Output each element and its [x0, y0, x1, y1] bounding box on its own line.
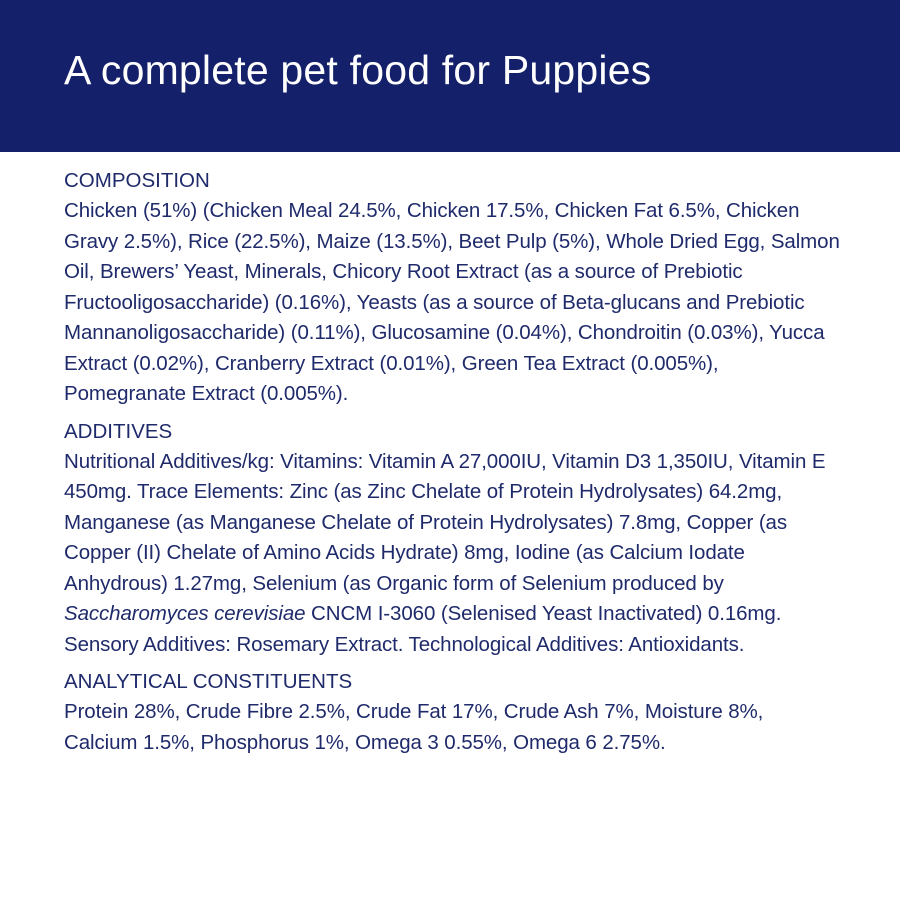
- analytical-section: [64, 667, 840, 758]
- analytical-heading: ANALYTICAL CONSTITUENTS: [64, 670, 353, 693]
- composition-text: Chicken (51%) (Chicken Meal 24.5%, Chicken 17.5%, Chicken Fat 6.5%, Chicken Gravy 2.5%), Rice (22.5%), Maize (13.5%), Beet Pulp (5%), Whole Dried Egg, Salmon Oil, Brewers’ Yeast, Minerals, Chicory Root Extract (as a source of Prebiotic Fructooligosaccharide) (0.16%), Yeasts (as a source of Beta-glucans and Prebiotic Mannanoligosaccharide) (0.11%), Glucosamine (0.04%), Chondroitin (0.03%), Yucca Extract (0.02%), Cranberry Extract (0.01%), Green Tea Extract (0.005%), Pomegranate Extract (0.005%).: [64, 199, 840, 405]
- additives-species-italic: Saccharomyces cerevisiae: [64, 602, 306, 625]
- header-banner: [0, 0, 900, 152]
- composition-section: [64, 166, 840, 410]
- additives-text: [64, 447, 840, 661]
- label-content: [0, 152, 900, 758]
- composition-heading: COMPOSITION: [64, 169, 210, 192]
- additives-text-part1: Nutritional Additives/kg: Vitamins: Vitamin A 27,000IU, Vitamin D3 1,350IU, Vitamin E 450mg. Trace Elements: Zinc (as Zinc Chelate of Protein Hydrolysates) 64.2mg, Manganese (as Manganese Chelate of Protein Hydrolysates) 7.8mg, Copper (as Copper (II) Chelate of Amino Acids Hydrate) 8mg, Iodine (as Calcium Iodate Anhydrous) 1.27mg, Selenium (as Organic form of Selenium produced by: [64, 449, 826, 595]
- analytical-text: Protein 28%, Crude Fibre 2.5%, Crude Fat 17%, Crude Ash 7%, Moisture 8%, Calcium 1.5%, Phosphorus 1%, Omega 3 0.55%, Omega 6 2.75%.: [64, 700, 764, 754]
- additives-section: [64, 417, 840, 661]
- additives-heading: ADDITIVES: [64, 419, 173, 443]
- page-title: A complete pet food for Puppies: [64, 46, 652, 93]
- additives-text-part2: CNCM I-3060 (Selenised Yeast Inactivated) 0.16mg. Sensory Additives: Rosemary Extract. Technological Additives: Antioxidants.: [64, 602, 782, 656]
